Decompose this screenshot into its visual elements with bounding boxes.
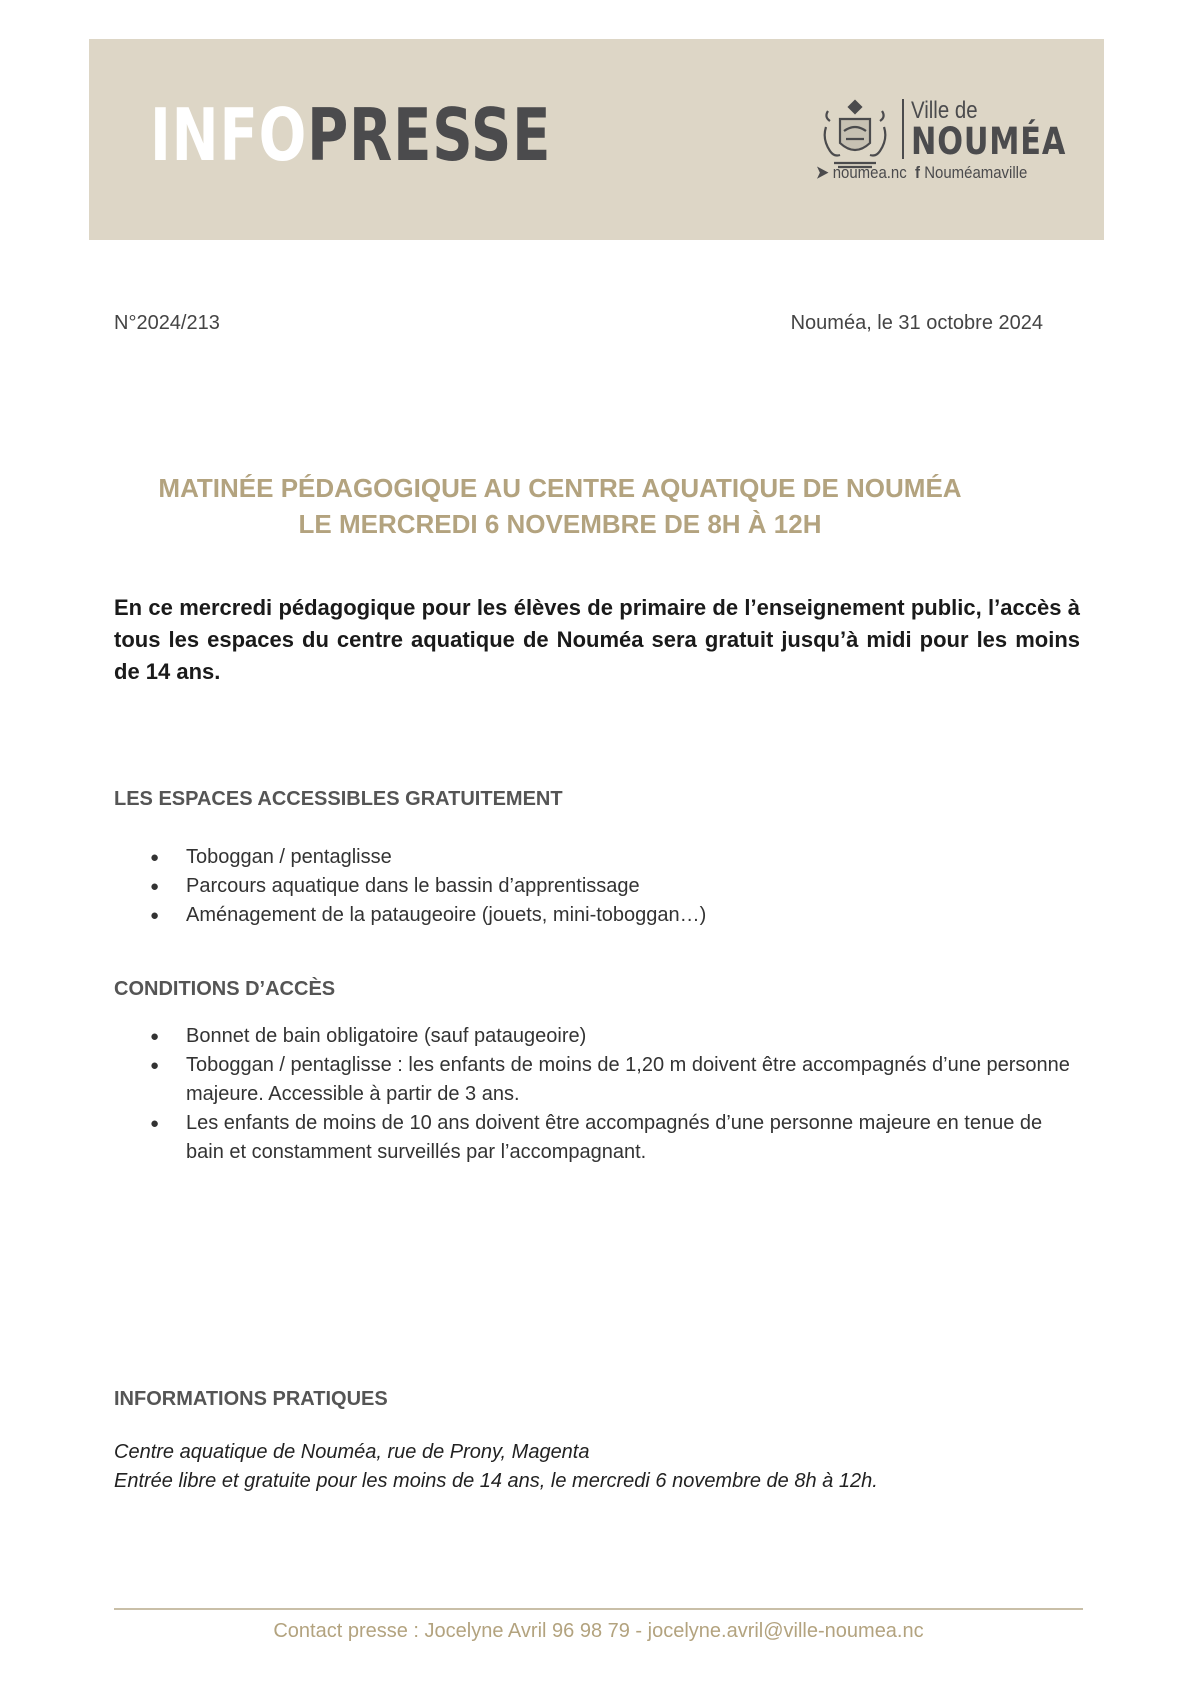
heading-pratiques: INFORMATIONS PRATIQUES — [114, 1388, 388, 1410]
press-ref-number: N°2024/213 — [114, 312, 220, 334]
practical-info-line-2: Entrée libre et gratuite pour les moins de 14 ans, le mercredi 6 novembre de 8h à 12h. — [114, 1470, 878, 1492]
list-item: ● Bonnet de bain obligatoire (sauf pataugeoire) — [150, 1022, 1080, 1051]
list-item: ● Toboggan / pentaglisse — [150, 843, 1080, 872]
facebook-link[interactable]: Nouméamaville — [924, 163, 1028, 182]
footer-contact: Contact presse : Jocelyne Avril 96 98 79 - jocelyne.avril@ville-noumea.nc — [273, 1620, 924, 1642]
list-item: ● Toboggan / pentaglisse : les enfants de moins de 1,20 m doivent être accompagnés d’une personne majeure. Accessible à partir de 3 ans. — [150, 1051, 1080, 1109]
brand-wordmark — [150, 95, 551, 175]
paper-plane-icon: ➤ — [816, 163, 829, 182]
facebook-icon: f — [915, 163, 921, 182]
site-link[interactable]: noumea.nc — [832, 163, 907, 182]
lead-paragraph: En ce mercredi pédagogique pour les élèves de primaire de l’enseignement public, l’accès à tous les espaces du centre aquatique de Nouméa sera gratuit jusqu’à midi pour les moins de 14 ans. — [114, 595, 1080, 684]
brand-info: INFO — [150, 93, 308, 177]
list-item: ● Les enfants de moins de 10 ans doivent être accompagnés d’une personne majeure en tenue de bain et constamment surveillés par l’accompagnant. — [150, 1109, 1080, 1167]
logo-noumea: NOUMÉA — [911, 120, 1067, 163]
list-conditions — [150, 1022, 1080, 1167]
brand-presse: PRESSE — [307, 93, 552, 177]
header-banner — [89, 39, 1104, 240]
heading-conditions: CONDITIONS D’ACCÈS — [114, 978, 336, 1000]
footer-divider — [114, 1608, 1083, 1610]
title-line-2: LE MERCREDI 6 NOVEMBRE DE 8H À 12H — [298, 509, 822, 539]
page-title — [100, 470, 1020, 542]
press-date: Nouméa, le 31 octobre 2024 — [790, 312, 1043, 334]
title-line-1: MATINÉE PÉDAGOGIQUE AU CENTRE AQUATIQUE DE NOUMÉA — [158, 473, 962, 503]
practical-info-line-1: Centre aquatique de Nouméa, rue de Prony, Magenta — [114, 1441, 590, 1463]
logo-links — [816, 163, 1027, 183]
heading-espaces: LES ESPACES ACCESSIBLES GRATUITEMENT — [114, 788, 563, 810]
practical-info — [114, 1438, 878, 1496]
logo-ville-de: Ville de — [911, 97, 978, 124]
list-item: ● Parcours aquatique dans le bassin d’apprentissage — [150, 872, 1080, 901]
list-espaces — [150, 843, 1080, 930]
logo-divider — [902, 99, 904, 159]
list-item: ● Aménagement de la pataugeoire (jouets, mini-toboggan…) — [150, 901, 1080, 930]
